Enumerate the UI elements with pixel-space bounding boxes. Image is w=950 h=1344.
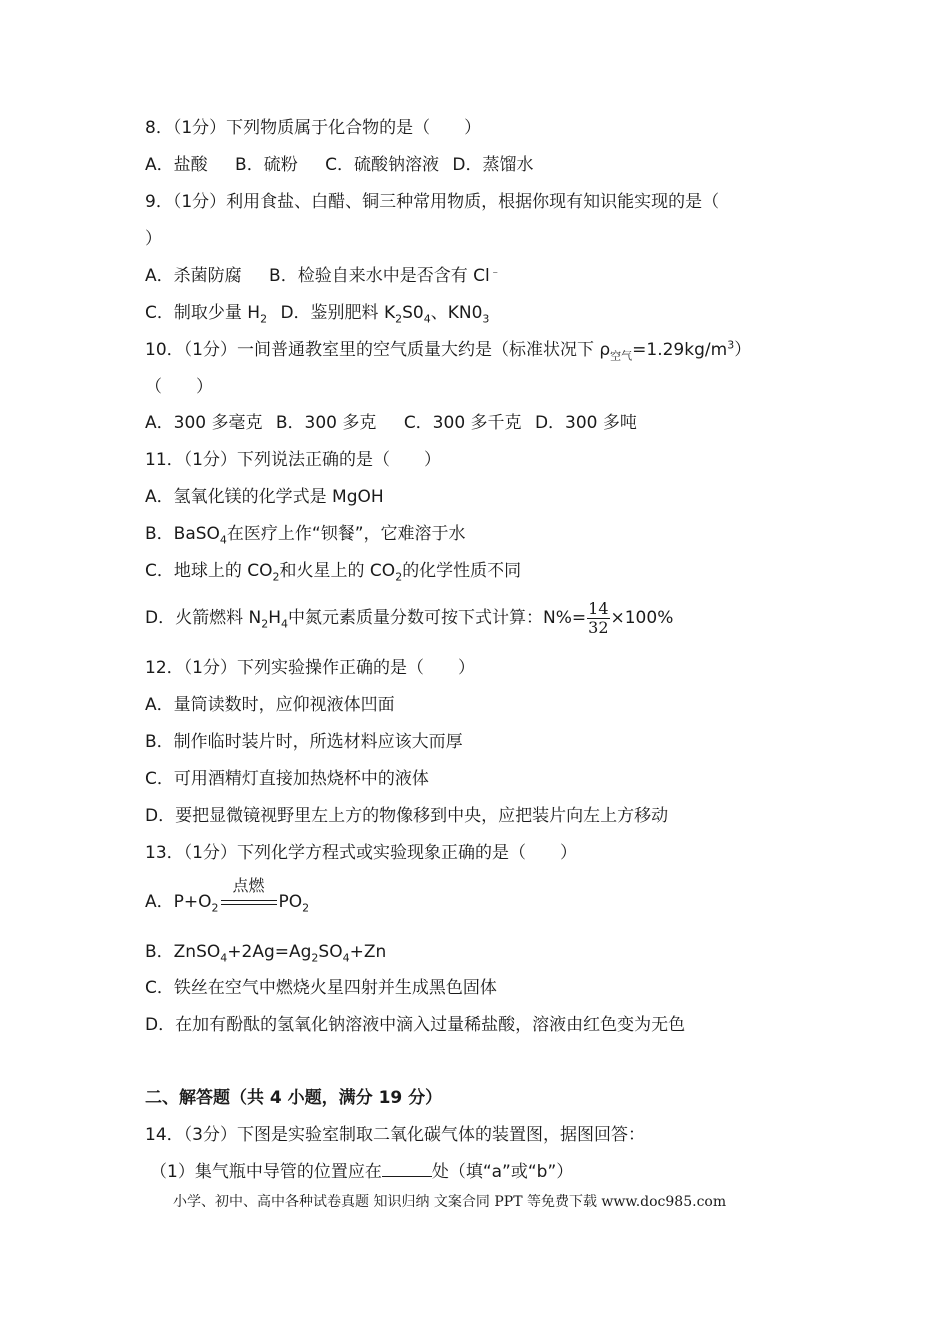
q11-option-d: D．火箭燃料 $N_2H_4$中氮元素质量分数可按下式计算：N%= $\frac{14}{32}$ ×100%: [145, 598, 674, 637]
section-title: 二、解答题（共 4 小题，满分 19 分）: [145, 1088, 443, 1108]
q10-option-c: C．300 多千克: [403, 413, 522, 433]
q13-option-d: D．在加有酚酞的氢氧化钠溶液中滴入过量稀盐酸，溶液由红色变为无色: [145, 1015, 686, 1035]
reaction-condition: 点燃: [219, 891, 279, 913]
answer-blank: [382, 1160, 432, 1177]
q11-option-b: B．BaSO$_4$在医疗上作“钡餐”，它难溶于水: [145, 524, 466, 547]
q8-option-b: B．硫粉: [235, 155, 298, 175]
q12-option-b: B．制作临时装片时，所选材料应该大而厚: [145, 732, 463, 752]
q10-stem-cont: （ ）: [145, 377, 213, 397]
q14-stem: 14．（3分）下图是实验室制取二氧化碳气体的装置图，据图回答：: [145, 1125, 645, 1145]
q9-option-b: B．检验自来水中是否含有 Cl﹣: [269, 264, 501, 286]
q12-option-a: A．量筒读数时，应仰视液体凹面: [145, 695, 395, 715]
q14-part-1: （1）集气瓶中导管的位置应在 处（填“a”或“b”）: [150, 1162, 574, 1182]
q10-option-b: B．300 多克: [275, 413, 377, 433]
q10-options: [145, 412, 637, 434]
q9-option-a: A．杀菌防腐: [145, 266, 242, 286]
fraction: $\frac{14}{32}$: [588, 598, 609, 637]
q9-options-ab: [145, 265, 501, 287]
q10-option-d: D．300 多吨: [534, 413, 637, 433]
q11-stem: 11．（1分）下列说法正确的是（ ）: [145, 450, 441, 470]
q11-option-a: A．氢氧化镁的化学式是 MgOH: [145, 487, 384, 507]
q12-stem: 12．（1分）下列实验操作正确的是（ ）: [145, 658, 475, 678]
q9-stem-cont: ）: [145, 229, 162, 249]
q9-option-d: D．鉴别肥料 $K_2S0_4$、$KN0_3$: [280, 303, 490, 326]
page-footer: 小学、初中、高中各种试卷真题 知识归纳 文案合同 PPT 等免费下载 www.doc985.com: [173, 1194, 727, 1210]
q8-option-d: D．蒸馏水: [452, 155, 534, 175]
q13-option-c: C．铁丝在空气中燃烧火星四射并生成黑色固体: [145, 978, 497, 998]
q12-option-d: D．要把显微镜视野里左上方的物像移到中央，应把装片向左上方移动: [145, 806, 669, 826]
q13-stem: 13．（1分）下列化学方程式或实验现象正确的是（ ）: [145, 843, 577, 863]
q9-stem: 9．（1分）利用食盐、白醋、铜三种常用物质，根据你现有知识能实现的是（: [145, 192, 720, 212]
q8-option-a: A．盐酸: [145, 155, 208, 175]
q11-option-c: C．地球上的 $CO_2$和火星上的 $CO_2$的化学性质不同: [145, 561, 522, 584]
q8-option-c: C．硫酸钠溶液: [325, 155, 439, 175]
q10-option-a: A．300 多毫克: [145, 413, 263, 433]
q8-options: [145, 154, 534, 176]
q9-option-c: C．制取少量 $H_2$: [145, 303, 268, 326]
q13-option-b: B．$ZnSO_4+2Ag=Ag_2SO_4+Zn$: [145, 942, 387, 965]
q10-stem: 10．（1分）一间普通教室里的空气质量大约是（标准状况下 $\rho_{空气}=1.29kg/m^3$）: [145, 338, 752, 363]
q13-option-a: A．$P+O_2$ 点燃 $PO_2$: [145, 876, 310, 915]
q8-stem: 8．（1分）下列物质属于化合物的是（ ）: [145, 118, 482, 138]
q9-options-cd: [145, 302, 489, 324]
q12-option-c: C．可用酒精灯直接加热烧杯中的液体: [145, 769, 429, 789]
